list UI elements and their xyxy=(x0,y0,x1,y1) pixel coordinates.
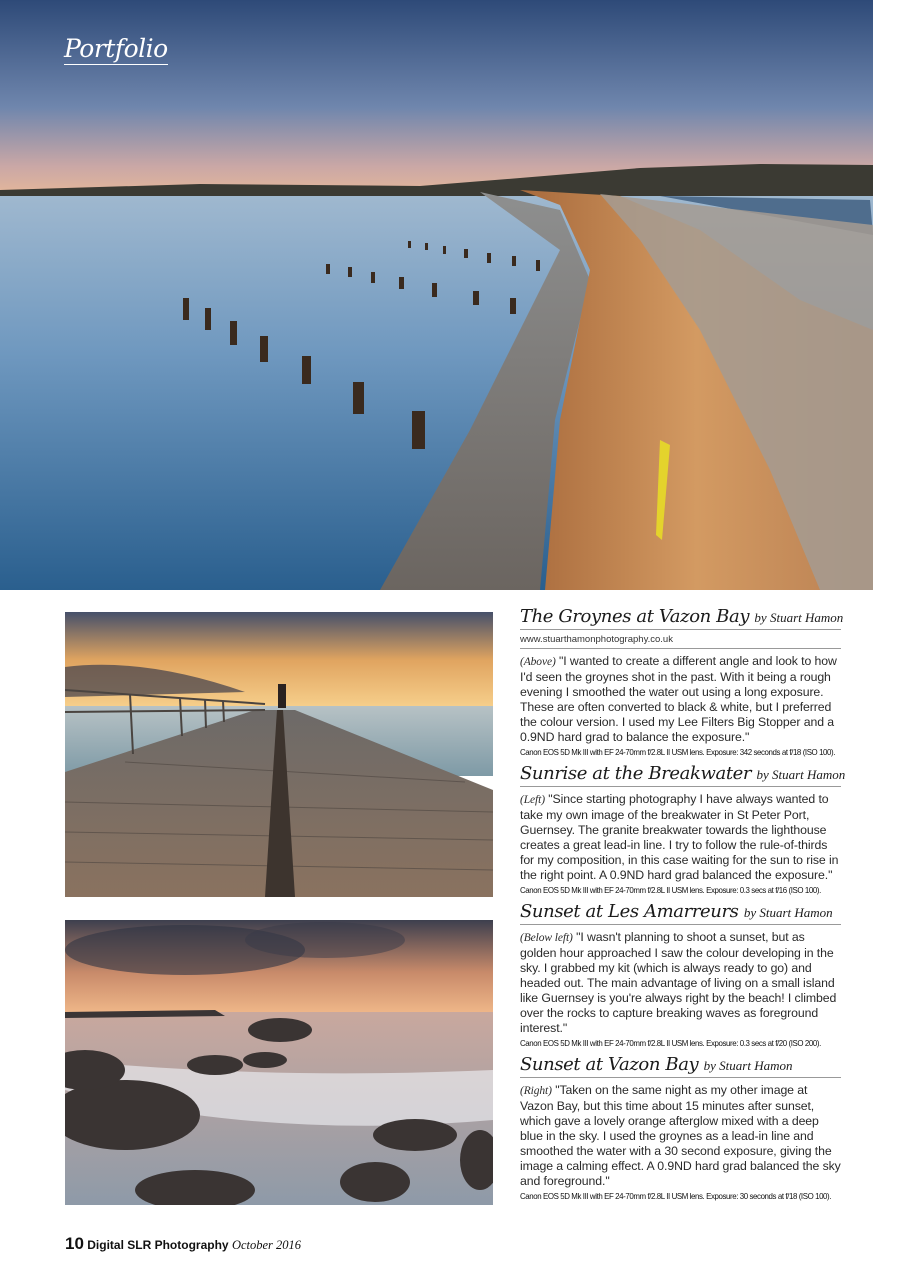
title-text: Sunset at Vazon Bay xyxy=(520,1054,699,1075)
website-link[interactable]: www.stuarthamonphotography.co.uk xyxy=(520,630,841,649)
page-footer xyxy=(65,1234,301,1254)
byline xyxy=(754,610,843,625)
by-label: by xyxy=(756,767,769,782)
photo-sunset-les-amarreurs xyxy=(65,920,493,1205)
by-label: by xyxy=(703,1058,716,1073)
article-column xyxy=(520,606,846,1207)
author-name: Stuart Hamon xyxy=(772,767,846,782)
camera-specs: Canon EOS 5D Mk III with EF 24-70mm f/2.8L II USM lens. Exposure: 342 seconds at f/18 (ISO 100). xyxy=(520,747,836,757)
title-text: The Groynes at Vazon Bay xyxy=(520,606,750,627)
body-text: "Taken on the same night as my other image at Vazon Bay, but this time about 15 minutes after sunset, which gave a lovely orange afterglow mixed with a deep blue in the sky. I used the groynes as a lead-in line and smoothed the water with a 30 second exposure, giving the image a calming effect. A 0.9ND hard grad balanced the sky and foreground." xyxy=(520,1083,841,1188)
body-text: "I wanted to create a different angle and look to how I'd seen the groynes shot in the past. With it being a rough evening I smoothed the water out using a long exposure. These are often converted to black & white, but I preferred the colour version. I used my Lee Filters Big Stopper and a 0.9ND hard grad to balance the exposure." xyxy=(520,654,837,744)
entry-sunset-vazon-bay xyxy=(520,1054,841,1201)
author-name: Stuart Hamon xyxy=(759,905,833,920)
title-text: Sunrise at the Breakwater xyxy=(520,763,752,784)
entry-title xyxy=(520,901,841,925)
by-label: by xyxy=(754,610,767,625)
image-ref: (Below left) xyxy=(520,932,573,944)
image-ref: (Left) xyxy=(520,794,545,806)
camera-specs: Canon EOS 5D Mk III with EF 24-70mm f/2.8L II USM lens. Exposure: 0.3 secs at f/20 (ISO 200). xyxy=(520,1038,821,1048)
image-ref: (Right) xyxy=(520,1085,552,1097)
photo-sunrise-breakwater xyxy=(65,612,493,897)
body-text: "Since starting photography I have always wanted to take my own image of the breakwater in St Peter Port, Guernsey. The granite breakwater towards the lighthouse creates a great lead-in line. I try to follow the rule-of-thirds for my composition, in this case waiting for the sun to rise in the right point. A 0.9ND hard grad balanced the exposure." xyxy=(520,792,839,882)
camera-specs: Canon EOS 5D Mk III with EF 24-70mm f/2.8L II USM lens. Exposure: 0.3 secs at f/16 (ISO 100). xyxy=(520,885,821,895)
byline xyxy=(744,905,833,920)
entry-sunset-les-amarreurs xyxy=(520,901,841,1048)
page-number: 10 xyxy=(65,1234,84,1253)
entry-body xyxy=(520,1083,841,1189)
title-text: Sunset at Les Amarreurs xyxy=(520,901,739,922)
entry-groynes-vazon-bay xyxy=(520,606,844,757)
entry-sunrise-breakwater xyxy=(520,763,846,895)
by-label: by xyxy=(743,905,757,920)
byline xyxy=(756,767,845,782)
magazine-name: Digital SLR Photography xyxy=(87,1238,229,1252)
entry-title xyxy=(520,606,844,630)
camera-specs: Canon EOS 5D Mk III with EF 24-70mm f/2.8L II USM lens. Exposure: 30 seconds at f/18 (ISO 100). xyxy=(520,1191,832,1201)
byline xyxy=(704,1058,793,1073)
image-ref: (Above) xyxy=(520,656,556,668)
entry-body xyxy=(520,792,841,883)
author-name: Stuart Hamon xyxy=(769,610,844,625)
entry-title xyxy=(520,763,846,787)
body-text: "I wasn't planning to shoot a sunset, but as golden hour approached I saw the colour developing in the sky. I grabbed my kit (which is always ready to go) and headed out. The main advantage of living on a small island like Guernsey is you're always right by the beach! I climbed over the rocks to capture breaking waves as foreground interest." xyxy=(520,930,837,1035)
section-label: Portfolio xyxy=(64,34,168,63)
entry-body xyxy=(520,930,841,1036)
hero-photo-sunset-vazon-bay xyxy=(0,0,873,590)
author-name: Stuart Hamon xyxy=(719,1058,793,1073)
entry-title xyxy=(520,1054,841,1078)
entry-body xyxy=(520,654,841,745)
issue-date: October 2016 xyxy=(231,1238,302,1252)
